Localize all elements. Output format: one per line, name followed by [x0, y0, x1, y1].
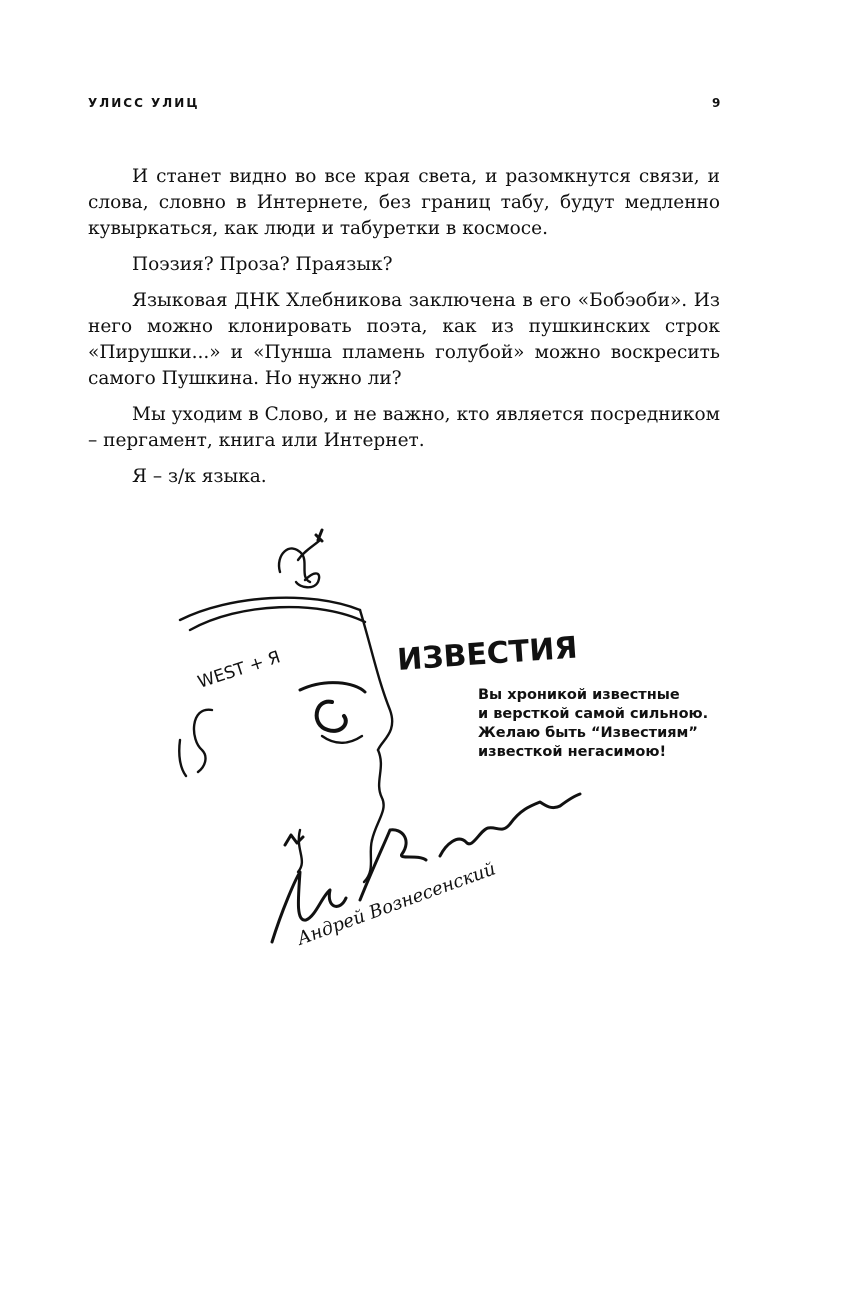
caption-line: известкой негасимою!: [478, 744, 667, 760]
caption-line: Вы хроникой известные: [478, 687, 680, 703]
caption-quatrain: [478, 686, 738, 762]
paragraph: И станет видно во все края света, и разомкнутся связи, и слова, словно в Интернете, без границ табу, будут медленно кувыркаться, как люди и табуретки в космосе.: [88, 166, 720, 239]
paragraph: Я – з/к языка.: [132, 466, 267, 487]
page-number: 9: [712, 96, 721, 110]
izvestia-logo: ИЗВЕСТИЯ: [396, 630, 579, 678]
scribble-text: WEST + Я: [195, 647, 283, 693]
caption-line: Желаю быть “Известиям”: [478, 725, 698, 741]
running-title: УЛИСС УЛИЦ: [88, 96, 200, 110]
paragraph: Поэзия? Проза? Праязык?: [132, 254, 393, 275]
signature-text: Андрей Вознесенский: [294, 858, 499, 950]
paragraph: Языковая ДНК Хлебникова заключена в его «Бобэоби». Из него можно клонировать поэта, как из пушкинских строк «Пирушки...» и «Пунша пламень голубой» можно воскресить самого Пушкина. Но нужно ли?: [88, 290, 720, 389]
paragraph: Мы уходим в Слово, и не важно, кто является посредником – пергамент, книга или Интернет.: [88, 404, 720, 451]
body-text: [88, 164, 720, 500]
caption-line: и версткой самой сильною.: [478, 706, 709, 722]
